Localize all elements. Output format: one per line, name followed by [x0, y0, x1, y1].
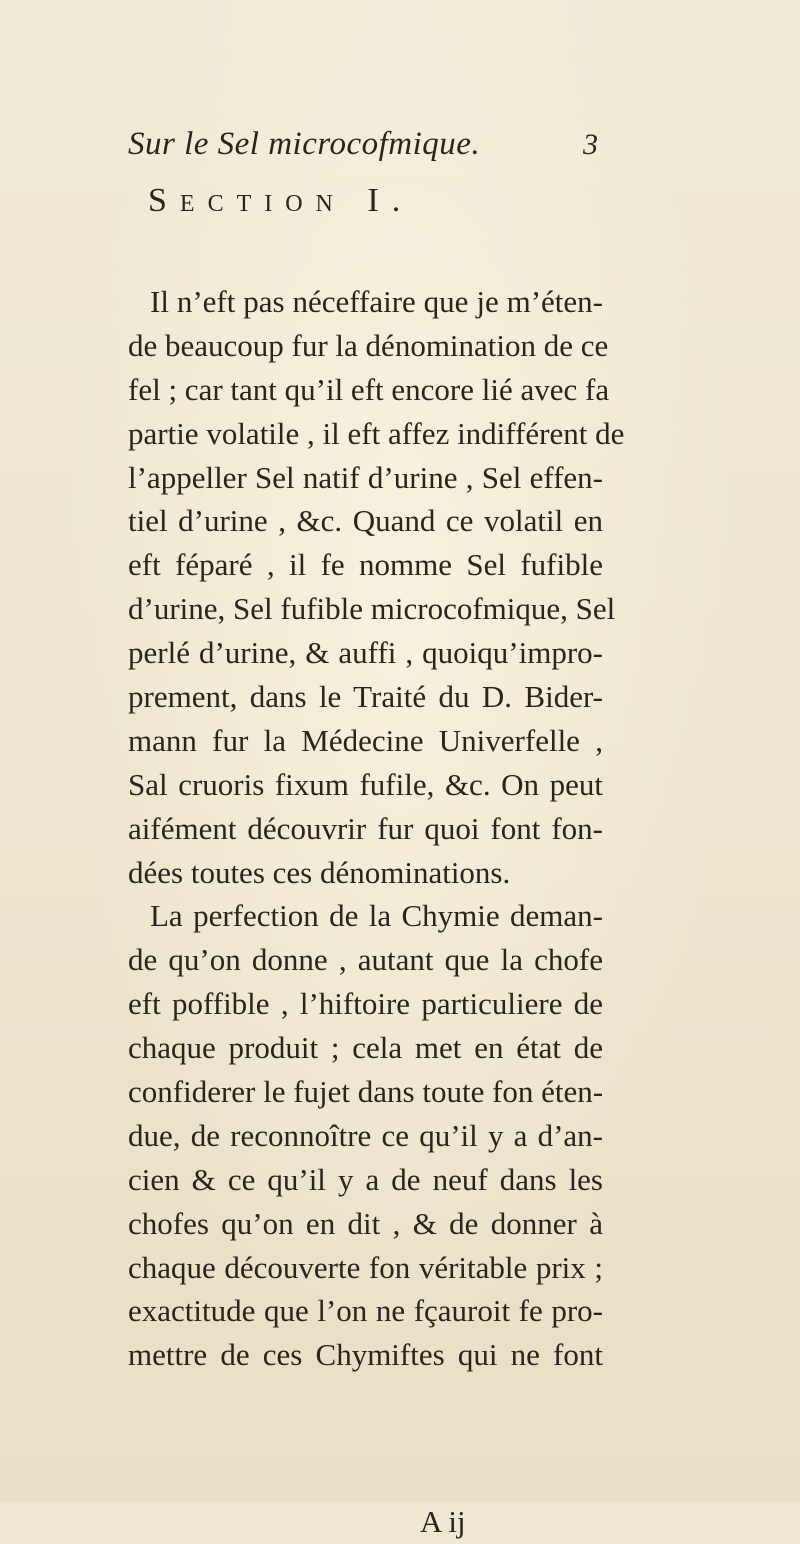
text-line: mettre de ces Chymiftes qui ne font: [128, 1337, 603, 1373]
text-line: chaque produit ; cela met en état de: [128, 1030, 603, 1066]
text-line: de qu’on donne , autant que la chofe: [128, 942, 603, 978]
signature-mark: A ij: [420, 1504, 466, 1539]
text-line: La perfection de la Chymie deman-: [150, 898, 603, 934]
running-title: Sur le Sel microcofmique.: [128, 126, 481, 162]
text-line: chofes qu’on en dit , & de donner à: [128, 1205, 603, 1241]
text-line: Sal cruoris fixum fufile, &c. On peut: [128, 766, 603, 802]
text-line: de beaucoup fur la dénomination de ce: [128, 327, 609, 363]
signature-line: [128, 1500, 603, 1544]
text-line: Il n’eft pas néceffaire que je m’éten-: [150, 284, 603, 319]
text-line: perlé d’urine, & auffi , quoiqu’impro-: [128, 635, 603, 671]
text-line: chaque découverte fon véritable prix ;: [128, 1249, 603, 1285]
text-line: l’appeller Sel natif d’urine , Sel effen-: [128, 459, 603, 495]
page-number: 3: [583, 128, 598, 161]
text-line: mann fur la Médecine Univerfelle ,: [128, 722, 603, 758]
section-heading: Section I.: [148, 182, 414, 219]
text-line: due, de reconnoître ce qu’il y a d’an-: [128, 1117, 603, 1153]
body-text: [128, 280, 625, 1539]
text-line: cien & ce qu’il y a de neuf dans les: [128, 1161, 603, 1197]
text-line: eft poffible , l’hiftoire particuliere de: [128, 986, 603, 1022]
text-line: prement, dans le Traité du D. Bider-: [128, 679, 603, 715]
text-line: tiel d’urine , &c. Quand ce volatil en: [128, 503, 603, 539]
text-line: aifément découvrir fur quoi font fon-: [128, 810, 603, 846]
text-line: partie volatile , il eft affez indifférent de: [128, 415, 625, 451]
text-line: confiderer le fujet dans toute fon éten-: [128, 1074, 604, 1110]
text-line: dées toutes ces dénominations.: [128, 854, 511, 890]
text-line: eft féparé , il fe nomme Sel fufible: [128, 547, 603, 583]
text-line: d’urine, Sel fufible microcofmique, Sel: [128, 591, 616, 627]
text-line: exactitude que l’on ne fçauroit fe pro-: [128, 1293, 603, 1329]
running-head: [128, 126, 598, 174]
text-line: fel ; car tant qu’il eft encore lié avec fa: [128, 371, 610, 407]
